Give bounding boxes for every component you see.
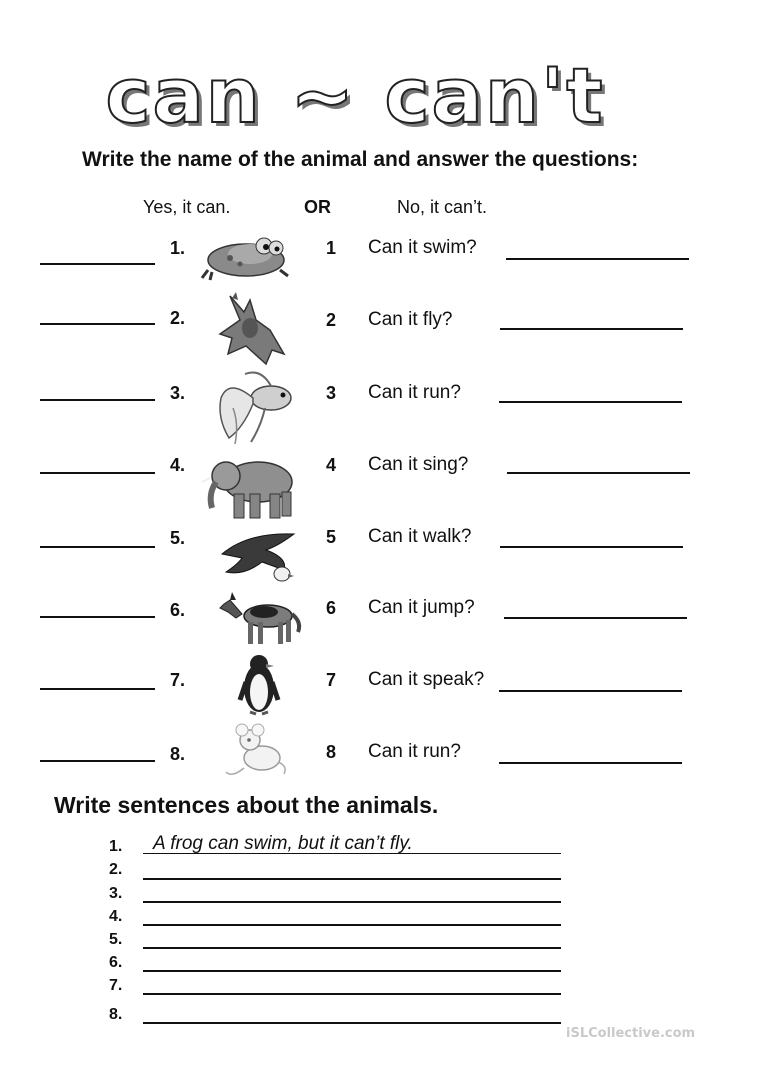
- question-text: Can it run?: [368, 741, 461, 762]
- question-number: 4: [326, 455, 337, 475]
- exercise-row-3: [0, 368, 763, 448]
- elephant-icon: [200, 454, 298, 520]
- exercise-row-8: [0, 720, 763, 784]
- example-sentence: A frog can swim, but it can’t fly.: [153, 833, 413, 854]
- question-text: Can it fly?: [368, 309, 453, 330]
- sentences-heading: Write sentences about the animals.: [54, 792, 439, 818]
- row-number: 6.: [170, 600, 186, 620]
- animal-name-blank[interactable]: [40, 616, 155, 618]
- dog-icon: [218, 588, 304, 646]
- answer-blank[interactable]: [500, 546, 683, 548]
- sentence-number: 7.: [109, 977, 123, 994]
- sentence-number: 6.: [109, 954, 123, 971]
- question-number: 7: [326, 670, 337, 690]
- sentence-line[interactable]: [143, 853, 561, 854]
- row-number: 7.: [170, 670, 186, 690]
- sentence-line[interactable]: [143, 1022, 561, 1024]
- sentence-line[interactable]: [143, 993, 561, 995]
- sentence-number: 1.: [109, 838, 123, 855]
- animal-name-blank[interactable]: [40, 263, 155, 265]
- question-number: 1: [326, 238, 337, 258]
- question-text: Can it sing?: [368, 454, 469, 475]
- answer-blank[interactable]: [499, 690, 682, 692]
- sentence-number: 2.: [109, 861, 123, 878]
- exercise-row-4: [0, 452, 763, 520]
- row-number: 3.: [170, 383, 186, 403]
- header-or: OR: [304, 197, 331, 217]
- bat-icon: [210, 290, 290, 370]
- question-text: Can it speak?: [368, 669, 485, 690]
- instruction-text: Write the name of the animal and answer the questions:: [82, 148, 639, 171]
- sentence-line[interactable]: [143, 878, 561, 880]
- answer-blank[interactable]: [500, 328, 683, 330]
- sentence-number: 4.: [109, 908, 123, 925]
- page-title: can ~ can't: [105, 51, 605, 140]
- sentence-number: 5.: [109, 931, 123, 948]
- question-number: 8: [326, 742, 337, 762]
- goldfish-icon: [215, 368, 297, 448]
- animal-name-blank[interactable]: [40, 323, 155, 325]
- answer-blank[interactable]: [506, 258, 689, 260]
- row-number: 2.: [170, 308, 186, 328]
- sentence-line[interactable]: [143, 924, 561, 926]
- animal-name-blank[interactable]: [40, 760, 155, 762]
- sentence-number: 8.: [109, 1006, 123, 1023]
- answer-blank[interactable]: [507, 472, 690, 474]
- question-text: Can it jump?: [368, 597, 475, 618]
- animal-name-blank[interactable]: [40, 546, 155, 548]
- question-number: 6: [326, 598, 337, 618]
- sentence-line[interactable]: [143, 970, 561, 972]
- question-text: Can it swim?: [368, 237, 477, 258]
- row-number: 5.: [170, 528, 186, 548]
- animal-name-blank[interactable]: [40, 472, 155, 474]
- animal-name-blank[interactable]: [40, 688, 155, 690]
- answer-blank[interactable]: [504, 617, 687, 619]
- exercise-row-5: [0, 524, 763, 586]
- sentences-list: [0, 832, 763, 1032]
- question-text: Can it walk?: [368, 526, 472, 547]
- animal-name-blank[interactable]: [40, 399, 155, 401]
- exercise-row-7: [0, 650, 763, 716]
- header-no: No, it can’t.: [397, 197, 488, 217]
- sentence-line[interactable]: [143, 947, 561, 949]
- question-number: 5: [326, 527, 337, 547]
- question-number: 2: [326, 310, 337, 330]
- sentence-line[interactable]: [143, 901, 561, 903]
- eagle-icon: [218, 528, 298, 586]
- answer-blank[interactable]: [499, 401, 682, 403]
- exercise-row-1: [0, 228, 763, 288]
- row-number: 8.: [170, 744, 186, 764]
- question-text: Can it run?: [368, 382, 461, 403]
- penguin-icon: [236, 652, 282, 716]
- header-yes: Yes, it can.: [143, 197, 231, 217]
- row-number: 4.: [170, 455, 186, 475]
- frog-icon: [200, 228, 292, 284]
- answer-blank[interactable]: [499, 762, 682, 764]
- row-number: 1.: [170, 238, 186, 258]
- mouse-icon: [222, 722, 294, 782]
- exercise-row-6: [0, 586, 763, 648]
- exercise-row-2: [0, 290, 763, 370]
- watermark-logo: iSLCollective.com: [566, 1026, 696, 1041]
- sentence-number: 3.: [109, 885, 123, 902]
- question-number: 3: [326, 383, 337, 403]
